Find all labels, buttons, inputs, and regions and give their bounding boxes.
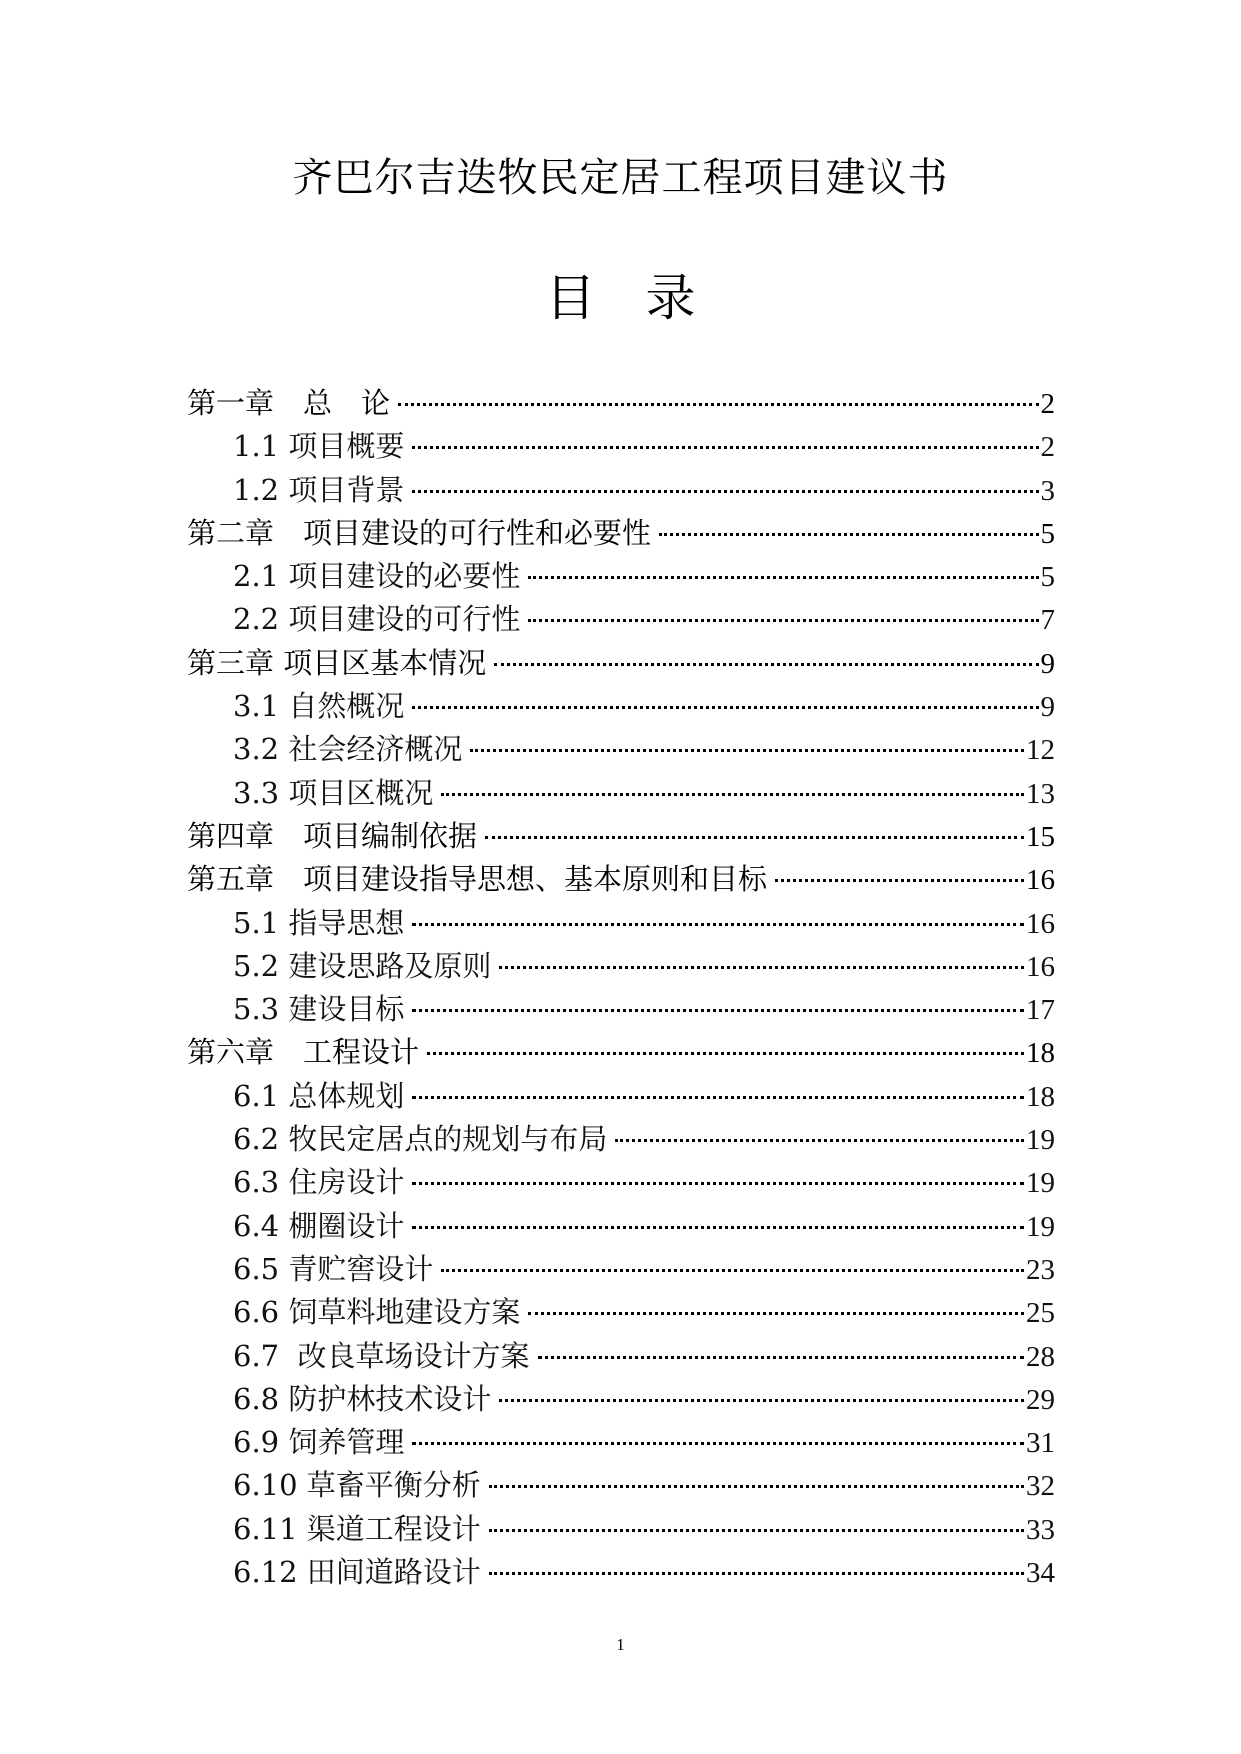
toc-entry-page: 9 xyxy=(1040,647,1055,680)
toc-entry[interactable] xyxy=(187,902,1055,945)
toc-dot-leader xyxy=(489,1529,1024,1532)
toc-entry[interactable] xyxy=(187,1161,1055,1204)
toc-entry[interactable] xyxy=(187,555,1055,598)
toc-dot-leader xyxy=(412,446,1038,449)
toc-entry[interactable] xyxy=(187,1508,1055,1551)
toc-entry[interactable] xyxy=(187,988,1055,1031)
toc-dot-leader xyxy=(412,1009,1024,1012)
toc-entry[interactable] xyxy=(187,728,1055,771)
toc-entry-page: 17 xyxy=(1026,994,1055,1027)
toc-entry[interactable] xyxy=(187,1335,1055,1378)
toc-dot-leader xyxy=(441,1269,1024,1272)
toc-dot-leader xyxy=(528,619,1038,622)
toc-dot-leader xyxy=(489,1485,1024,1488)
toc-entry[interactable] xyxy=(187,598,1055,641)
toc-entry-label: 1.2 项目背景 xyxy=(233,472,405,507)
toc-entry[interactable] xyxy=(187,1421,1055,1464)
toc-entry[interactable] xyxy=(187,772,1055,815)
toc-entry-label: 2.1 项目建设的必要性 xyxy=(233,559,521,594)
toc-dot-leader xyxy=(412,1442,1024,1445)
toc-entry-label: 第五章 项目建设指导思想、基本原则和目标 xyxy=(187,862,768,897)
toc-entry[interactable] xyxy=(187,642,1055,685)
toc-entry-label: 第一章 总 论 xyxy=(187,386,391,420)
toc-entry-page: 16 xyxy=(1026,864,1055,897)
toc-entry-label: 3.3 项目区概况 xyxy=(233,775,434,810)
toc-entry-label: 6.4 棚圈设计 xyxy=(233,1208,405,1243)
toc-entry-page: 3 xyxy=(1040,474,1055,507)
toc-entry-page: 29 xyxy=(1026,1383,1055,1416)
toc-entry[interactable] xyxy=(187,1118,1055,1161)
toc-entry-page: 25 xyxy=(1026,1297,1055,1330)
toc-entry[interactable] xyxy=(187,1248,1055,1291)
toc-dot-leader xyxy=(412,706,1038,709)
toc-dot-leader xyxy=(499,966,1024,969)
toc-entry-page: 13 xyxy=(1026,777,1055,810)
toc-entry[interactable] xyxy=(187,1464,1055,1507)
toc-entry-page: 15 xyxy=(1026,820,1055,853)
toc-entry-label: 1.1 项目概要 xyxy=(233,429,405,464)
toc-entry-page: 5 xyxy=(1040,517,1055,550)
toc-entry[interactable] xyxy=(187,469,1055,512)
page-number: 1 xyxy=(616,1635,625,1654)
toc-entry-page: 23 xyxy=(1026,1253,1055,1286)
toc-dot-leader xyxy=(538,1356,1024,1359)
toc-entry-page: 28 xyxy=(1026,1340,1055,1373)
toc-entry-label: 6.8 防护林技术设计 xyxy=(233,1381,492,1416)
toc-dot-leader xyxy=(412,490,1038,493)
toc-dot-leader xyxy=(528,576,1038,579)
toc-dot-leader xyxy=(398,403,1038,406)
toc-heading: 目 录 xyxy=(545,269,696,327)
toc-dot-leader xyxy=(485,836,1024,839)
toc-entry-page: 5 xyxy=(1040,561,1055,594)
toc-entry[interactable] xyxy=(187,512,1055,555)
toc-dot-leader xyxy=(528,1312,1024,1315)
toc-entry-label: 6.12 田间道路设计 xyxy=(233,1555,481,1590)
toc-entry-page: 19 xyxy=(1026,1124,1055,1157)
toc-entry-label: 6.6 饲草料地建设方案 xyxy=(233,1295,521,1330)
toc-entry-label: 6.5 青贮窖设计 xyxy=(233,1251,434,1286)
toc-entry[interactable] xyxy=(187,1551,1055,1594)
toc-entry-page: 7 xyxy=(1040,604,1055,637)
toc-entry-label: 6.9 饲养管理 xyxy=(233,1425,405,1460)
toc-entry-page: 32 xyxy=(1026,1470,1055,1503)
toc-entry-label: 6.1 总体规划 xyxy=(233,1078,405,1113)
toc-entry-label: 第六章 工程设计 xyxy=(187,1035,420,1070)
toc-entry-page: 12 xyxy=(1026,734,1055,767)
toc-entry-page: 18 xyxy=(1026,1037,1055,1070)
toc-dot-leader xyxy=(615,1139,1024,1142)
toc-entry[interactable] xyxy=(187,685,1055,728)
toc-dot-leader xyxy=(494,663,1038,666)
toc-entry-label: 2.2 项目建设的可行性 xyxy=(233,602,521,637)
toc-entry-label: 6.7 改良草场设计方案 xyxy=(233,1338,530,1373)
toc-entry-label: 6.3 住房设计 xyxy=(233,1165,405,1200)
toc-entry[interactable] xyxy=(187,858,1055,901)
toc-entry-page: 19 xyxy=(1026,1210,1055,1243)
toc-entry-label: 第三章 项目区基本情况 xyxy=(187,645,487,680)
toc-entry-label: 5.1 指导思想 xyxy=(233,905,405,940)
toc-entry-page: 33 xyxy=(1026,1513,1055,1546)
toc-dot-leader xyxy=(489,1572,1024,1575)
document-title: 齐巴尔吉迭牧民定居工程项目建议书 xyxy=(292,155,949,201)
toc-entry-label: 5.3 建设目标 xyxy=(233,992,405,1027)
toc-dot-leader xyxy=(441,793,1024,796)
toc-entry-label: 6.2 牧民定居点的规划与布局 xyxy=(233,1122,608,1157)
toc-entry-label: 6.11 渠道工程设计 xyxy=(233,1511,481,1546)
toc-entry-page: 18 xyxy=(1026,1080,1055,1113)
toc-entry-page: 9 xyxy=(1040,691,1055,724)
toc-dot-leader xyxy=(412,1226,1024,1229)
toc-dot-leader xyxy=(412,1096,1024,1099)
toc-entry-label: 3.1 自然概况 xyxy=(233,689,405,724)
toc-dot-leader xyxy=(775,879,1024,882)
toc-dot-leader xyxy=(412,1182,1024,1185)
toc-entry-page: 19 xyxy=(1026,1167,1055,1200)
toc-entry-label: 6.10 草畜平衡分析 xyxy=(233,1468,481,1503)
toc-entry[interactable] xyxy=(187,1205,1055,1248)
toc-entry[interactable] xyxy=(187,382,1055,425)
toc-dot-leader xyxy=(470,749,1024,752)
toc-dot-leader xyxy=(659,533,1038,536)
toc-entry[interactable] xyxy=(187,1378,1055,1421)
toc-entry[interactable] xyxy=(187,425,1055,468)
table-of-contents xyxy=(187,382,1055,1594)
toc-entry[interactable] xyxy=(187,1075,1055,1118)
toc-dot-leader xyxy=(499,1399,1024,1402)
toc-entry[interactable] xyxy=(187,815,1055,858)
toc-dot-leader xyxy=(427,1052,1024,1055)
toc-dot-leader xyxy=(412,923,1024,926)
toc-entry-page: 2 xyxy=(1040,388,1055,420)
toc-entry-label: 第二章 项目建设的可行性和必要性 xyxy=(187,515,652,550)
toc-entry-page: 2 xyxy=(1040,431,1055,464)
toc-entry[interactable] xyxy=(187,945,1055,988)
toc-entry-label: 5.2 建设思路及原则 xyxy=(233,948,492,983)
toc-entry-page: 16 xyxy=(1026,950,1055,983)
toc-entry[interactable] xyxy=(187,1031,1055,1074)
toc-entry-label: 第四章 项目编制依据 xyxy=(187,818,478,853)
toc-entry-page: 34 xyxy=(1026,1557,1055,1590)
toc-entry[interactable] xyxy=(187,1291,1055,1334)
toc-entry-page: 31 xyxy=(1026,1427,1055,1460)
toc-entry-label: 3.2 社会经济概况 xyxy=(233,732,463,767)
toc-entry-page: 16 xyxy=(1026,907,1055,940)
